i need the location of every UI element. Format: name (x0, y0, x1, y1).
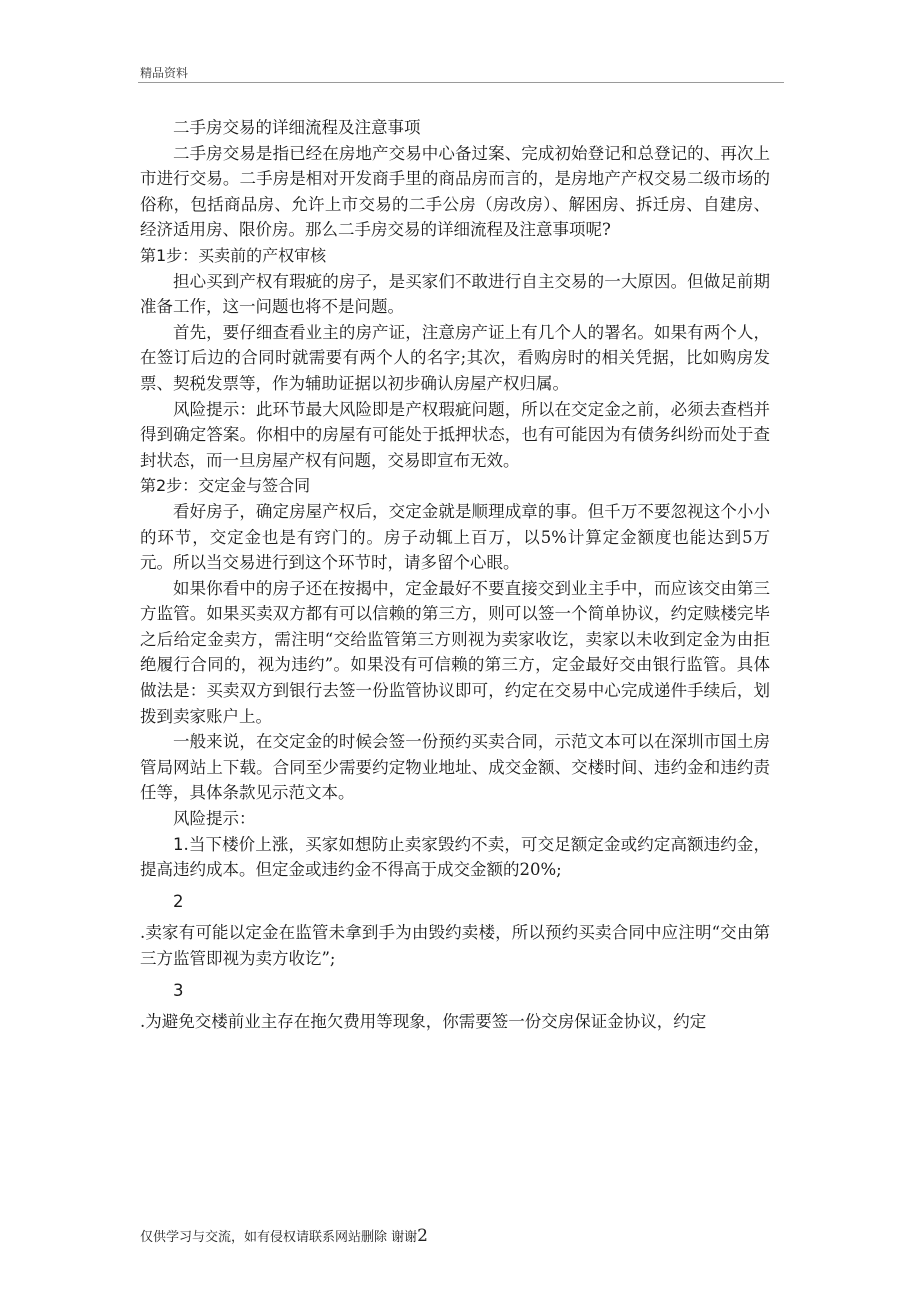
step1-paragraph: 首先，要仔细查看业主的房产证，注意房产证上有几个人的署名。如果有两个人，在签订后边的合同时就需要有两个人的名字;其次，看购房时的相关凭据，比如购房发票、契税发票等，作为辅助证据以初步确认房屋产权归属。 (140, 322, 770, 393)
header-label: 精品资料 (140, 66, 189, 80)
intro-paragraph: 二手房交易是指已经在房地产交易中心备过案、完成初始登记和总登记的、再次上市进行交易。二手房是相对开发商手里的商品房而言的，是房地产产权交易二级市场的俗称，包括商品房、允许上市交易的二手公房（房改房）、解困房、拆迁房、自建房、经济适用房、限价房。那么二手房交易的详细流程及注意事项呢? (140, 143, 770, 240)
risk-text: .当下楼价上涨，买家如想防止卖家毁约不卖，可交足额定金或约定高额违约金，提高违约成本。但定金或违约金不得高于成交金额的20%; (140, 834, 770, 880)
header-divider (138, 82, 784, 83)
risk-label: 风险提示： (173, 809, 256, 829)
step1-heading: 第1步：买卖前的产权审核 (140, 245, 327, 265)
document-title: 二手房交易的详细流程及注意事项 (173, 118, 421, 137)
footer-text: 仅供学习与交流，如有侵权请联系网站删除 谢谢 (140, 1230, 418, 1245)
step2-paragraph: 如果你看中的房子还在按揭中，定金最好不要直接交到业主手中，而应该交由第三方监管。如果买卖双方都有可以信赖的第三方，则可以签一个简单协议，约定赎楼完毕之后给定金卖方，需注明“交给监管第三方则视为卖家收讫，卖家以未收到定金为由拒绝履行合同的，视为违约”。如果没有可信赖的第三方，定金最好交由银行监管。具体做法是：买卖双方到银行去签一份监管协议即可，约定在交易中心完成递件手续后，划拨到卖家账户上。 (140, 578, 770, 726)
page-number: 2 (417, 1226, 428, 1246)
document-body (140, 115, 770, 1035)
risk-text: .为避免交楼前业主存在拖欠费用等现象，你需要签一份交房保证金协议，约定 (140, 1012, 707, 1032)
step2-heading: 第2步：交定金与签合同 (140, 476, 311, 496)
footer-note (140, 1226, 428, 1246)
step2-paragraph: 一般来说，在交定金的时候会签一份预约买卖合同，示范文本可以在深圳市国土房管局网站上下载。合同至少需要约定物业地址、成交金额、交楼时间、违约金和违约责任等，具体条款见示范文本。 (140, 732, 770, 803)
step1-risk-paragraph: 风险提示：此环节最大风险即是产权瑕疵问题，所以在交定金之前，必须去查档并得到确定答案。你相中的房屋有可能处于抵押状态，也有可能因为有债务纠纷而处于查封状态，而一旦房屋产权有问题，交易即宣布无效。 (140, 399, 770, 470)
step1-paragraph: 担心买到产权有瑕疵的房子，是买家们不敢进行自主交易的一大原因。但做足前期准备工作，这一问题也将不是问题。 (140, 271, 770, 317)
risk-item-1 (140, 832, 770, 883)
risk-text: .卖家有可能以定金在监管未拿到手为由毁约卖楼，所以预约买卖合同中应注明“交由第三方监管即视为卖方收讫”; (140, 923, 770, 968)
risk-number: 3 (173, 980, 184, 1000)
risk-number: 1 (173, 834, 184, 854)
step2-paragraph: 看好房子，确定房屋产权后，交定金就是顺理成章的事。但千万不要忽视这个小小的环节，交定金也是有窍门的。房子动辄上百万，以5%计算定金额度也能达到5万元。所以当交易进行到这个环节时，请多留个心眼。 (140, 501, 770, 573)
risk-number: 2 (173, 891, 184, 911)
